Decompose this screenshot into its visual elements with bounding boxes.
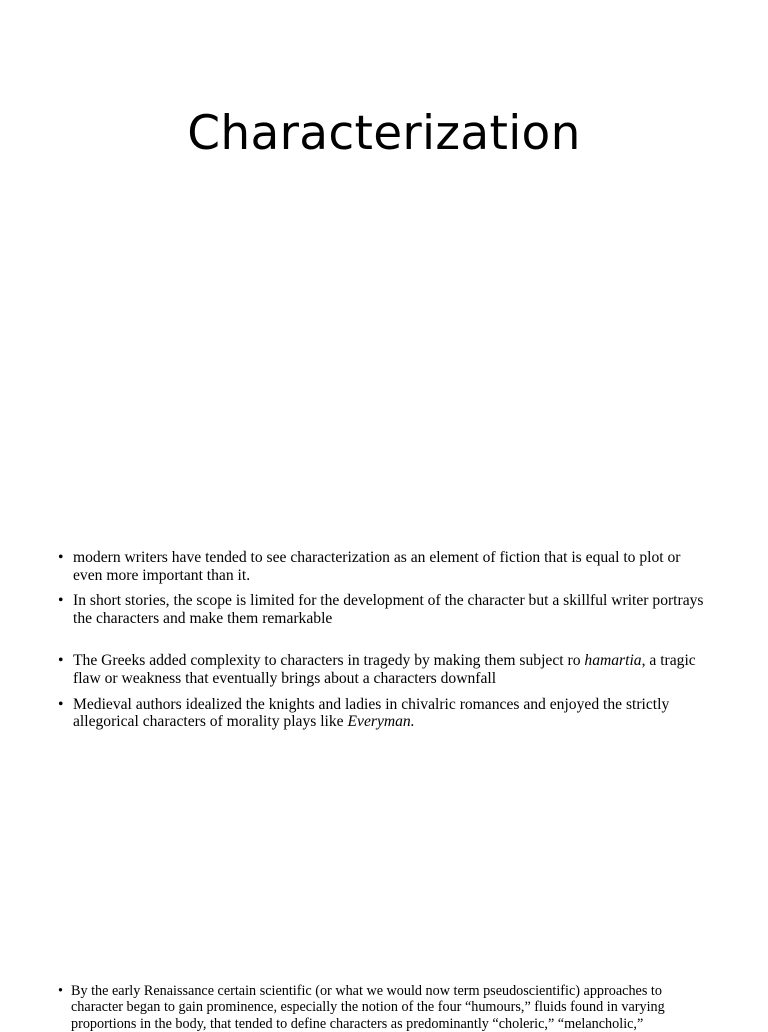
list-item	[58, 983, 708, 1032]
bullet-text: modern writers have tended to see characterization as an element of fiction that is equal to plot or even more important than it.	[73, 549, 681, 584]
bullet-list	[58, 549, 708, 731]
list-item	[58, 549, 708, 584]
bullet-icon: •	[58, 983, 63, 999]
bullet-text: The Greeks added complexity to characters in tragedy by making them subject ro hamartia, a tragic flaw or weakness that eventually brings about a characters downfall	[73, 652, 708, 687]
bullet-icon: •	[58, 592, 64, 610]
slide-title: Characterization	[187, 106, 581, 161]
list-item	[58, 592, 708, 627]
list-item	[58, 696, 708, 731]
bullet-icon: •	[58, 695, 64, 713]
bullet-icon: •	[58, 652, 64, 670]
italic-term: Everyman.	[347, 713, 415, 731]
bullet-icon: •	[58, 549, 64, 566]
italic-term: hamartia	[584, 652, 642, 670]
bullet-text-line: flaw or weakness that eventually brings about a characters downfall	[73, 669, 497, 687]
bullet-text: By the early Renaissance certain scientific (or what we would now term pseudoscientific) approaches to character began to gain prominence, especially the notion of the four “humours,” fluids found in varying proportions in the body, that tended to define characters as predominantly “choleric,” “melancholic,”	[71, 983, 665, 1032]
bullet-text: Medieval authors idealized the knights and ladies in chivalric romances and enjoyed the strictly allegorical characters of morality plays like Everyman.	[73, 695, 670, 731]
list-item	[58, 652, 708, 687]
bullet-text: In short stories, the scope is limited for the development of the character but a skillful writer portrays the characters and make them remarkable	[73, 592, 704, 627]
bullet-list-bottom	[58, 983, 708, 1032]
